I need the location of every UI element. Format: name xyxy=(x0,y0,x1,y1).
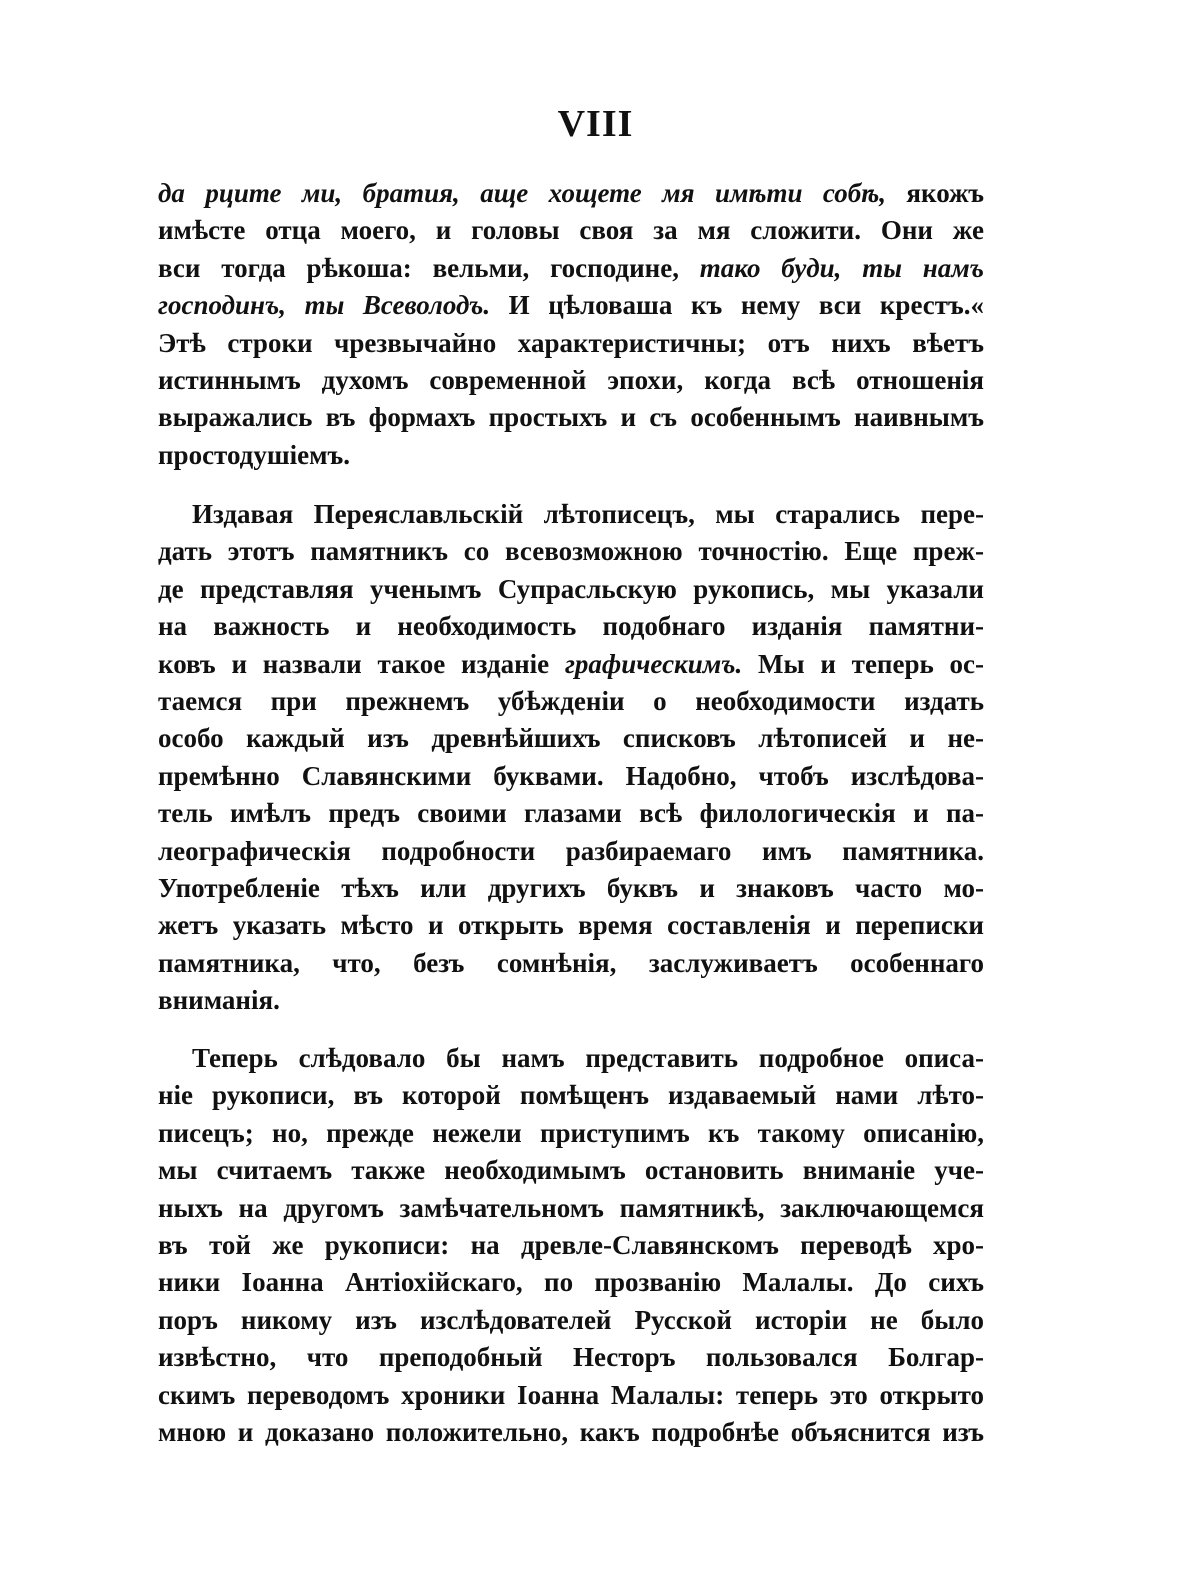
italic-phrase: графическимъ. xyxy=(564,648,743,679)
text-line: на важность и необходимость подобнаго изданія памятни- xyxy=(158,611,984,642)
text-line xyxy=(158,646,984,683)
text-line: вниманія. xyxy=(158,985,280,1016)
italic-phrase: тако буди, ты намъ xyxy=(699,252,985,283)
paragraph-2 xyxy=(158,496,984,1019)
plain-phrase: ковъ и назвали такое изданіе xyxy=(158,648,550,679)
text-line: де представляя ученымъ Супрасльскую рукопись, мы указали xyxy=(158,573,984,604)
text-line: Издавая Переяславльскій лѣтописецъ, мы старались пере- xyxy=(192,499,984,529)
text-line: ники Іоанна Антіохійскаго, по прозванію Малалы. До сихъ xyxy=(158,1267,984,1298)
italic-phrase: да рците ми, xyxy=(158,178,343,208)
text-line: ніе рукописи, въ которой помѣщенъ издаваемый нами лѣто- xyxy=(158,1080,984,1111)
text-line: таемся при прежнемъ убѣжденіи о необходимости издать xyxy=(158,685,984,716)
text-line: извѣстно, что преподобный Несторъ пользовался Болгар- xyxy=(158,1342,984,1373)
text-line: Теперь слѣдовало бы намъ представить подробное описа- xyxy=(192,1043,984,1073)
text-line xyxy=(158,250,984,287)
text-line: особо каждый изъ древнѣйшихъ списковъ лѣтописей и не- xyxy=(158,723,984,754)
text-line: поръ никому изъ изслѣдователей Русской исторіи не было xyxy=(158,1304,984,1335)
italic-phrase: господинъ, ты Всеволодъ. xyxy=(158,290,491,321)
text-line: тель имѣлъ предъ своими глазами всѣ филологическія и па- xyxy=(158,798,984,829)
italic-phrase: аще хощете мя имѣти собѣ, xyxy=(480,178,886,208)
text-line: мы считаемъ также необходимымъ остановить вниманіе уче- xyxy=(158,1155,984,1186)
paragraph-1 xyxy=(158,175,984,474)
plain-phrase: якожъ xyxy=(906,178,985,208)
text-line: мною и доказано положительно, какъ подробнѣе объяснится изъ xyxy=(158,1416,984,1447)
text-line: премѣнно Славянскими буквами. Надобно, чтобъ изслѣдова- xyxy=(158,760,984,791)
text-line: простодушіемъ. xyxy=(158,439,351,470)
paragraph-3 xyxy=(158,1040,984,1451)
plain-phrase: И цѣловаша къ нему вси крестъ.« xyxy=(508,290,985,321)
text-line: жетъ указать мѣсто и открыть время составленія и переписки xyxy=(158,910,984,941)
text-line: въ той же рукописи: на древле-Славянскомъ переводѣ хро- xyxy=(158,1229,984,1260)
plain-phrase: Мы и теперь ос- xyxy=(758,648,985,679)
plain-phrase: вси тогда рѣкоша: вельми, господине, xyxy=(158,252,679,283)
italic-phrase: братия, xyxy=(362,178,460,208)
text-line: скимъ переводомъ хроники Іоанна Малалы: теперь это открыто xyxy=(158,1379,984,1410)
text-line: имѣсте отца моего, и головы своя за мя сложити. Они же xyxy=(158,215,984,246)
text-line: Употребленіе тѣхъ или другихъ буквъ и знаковъ часто мо- xyxy=(158,872,984,903)
text-line xyxy=(158,175,984,212)
text-line: истиннымъ духомъ современной эпохи, когда всѣ отношенія xyxy=(158,364,984,395)
page-number: VIII xyxy=(557,103,634,145)
text-line: Этѣ строки чрезвычайно характеристичны; отъ нихъ вѣетъ xyxy=(158,327,984,358)
text-line: писецъ; но, прежде нежели приступимъ къ такому описанію, xyxy=(158,1117,984,1148)
text-line: ныхъ на другомъ замѣчательномъ памятникѣ, заключающемся xyxy=(158,1192,984,1223)
text-line: выражались въ формахъ простыхъ и съ особеннымъ наивнымъ xyxy=(158,402,984,433)
text-line xyxy=(158,287,984,324)
text-line: дать этотъ памятникъ со всевозможною точностію. Еще преж- xyxy=(158,536,984,567)
text-line: памятника, что, безъ сомнѣнія, заслуживаетъ особеннаго xyxy=(158,947,984,978)
text-line: леографическія подробности разбираемаго имъ памятника. xyxy=(158,835,984,866)
